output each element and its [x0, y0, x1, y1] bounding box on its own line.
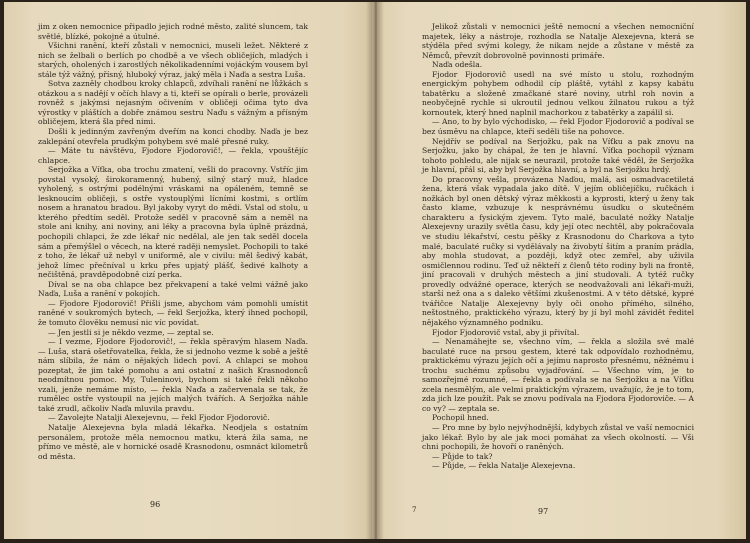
- paragraph: Díval se na oba chlapce bez překvapení a také velmi vážně jako Naďa, Luša a ranění v pokojích.: [38, 279, 308, 299]
- paragraph: — Půjde, — řekla Natalje Alexejevna.: [432, 461, 576, 471]
- paragraph: Pochopil hned.: [432, 413, 489, 423]
- paragraph: — Máte tu návštěvu, Fjodore Fjodorovič!, — řekla, vpouštějíc chlapce.: [38, 146, 308, 165]
- paragraph: Fjodor Fjodorovič vstal, aby ji přivítal.: [432, 327, 580, 337]
- left-page: [4, 2, 372, 539]
- paragraph: — Nenamáhejte se, všechno vím, — řekla a složila své malé baculaté ruce na prsou gestem, které tak odpovídalo rozhodnému, praktickému výrazu jejích očí a jejímu naprosto přesnému, něžnému i trochu suchému způsobu vyjadřování. — Všechno vím, je to samozřejmé rozumné, — řekla a podívala se na Serjožku a na Víťku zcela nesmělým, ale velmi praktickým výrazem, uvažujíc, že je to tom, zda jich lze použít. Pak se znovu podívala na Fjodora Fjodoroviče. — A co vy? — zeptala se.: [422, 337, 694, 413]
- right-page: [378, 2, 746, 539]
- paragraph: — Pro mne by bylo nejvýhodnější, kdybych zůstal ve vaší nemocnici jako lékař. Bylo by ale jak moci pomáhat za všech okolností. — Vši chni pochopili, že hovoří o raněných.: [422, 422, 694, 452]
- paragraph: Serjožka a Víťka, oba trochu zmatení, vešli do pracovny. Vstříc jim povstal vysoký, širokoramenný, hubený, silný starý muž, hladce vyholený, s ostrými podélnými vráskami na opáleném, temně se lesknoucím obličeji, s ostře vystouplými lícními kostmi, s ortlím nosem a hranatou bradou. Byl jakoby vyryt do mědi. Vstal od stolu, u kterého předtím seděl. Protože seděl v pracovně sám a neměl na stole ani knihy, ani noviny, ani léky a pracovna byla úplně prázdná, pochopili chlapci, že zde lékař nic nedělal, ale jen tak seděl docela sám a přemýšlel o věcech, na které raději nemyslet. Pochopili to také z toho, že lékař už nebyl v uniformě, ale v civilu: měl šedivý kabát, jehož límec přečníval u krku přes upjatý plášť, šedivé kalhoty a nečištěná, pravděpodobně cizí perka.: [38, 165, 308, 280]
- page-number: 97: [538, 507, 549, 516]
- paragraph: Nejdřív se podíval na Serjožku, pak na Víťku a pak znovu na Serjožku, jako by chápal, že ten je hlavní. Víťka pochopil význam tohoto pohledu, ale nijak se neurazil, protože také věděl, že Serjožka je hlavní, přál si, aby byl Serjožka hlavní, a byl na Serjožku hrdý.: [422, 136, 694, 175]
- paragraph: Fjodor Fjodorovič usedl na své místo u stolu, rozhodným energickým pohybem odhodil cíp pláště, vytáhl z kapsy kabátu tabatěrku a složeně zmačkané staré noviny, utrhl roh novin a neobyčejně rychle si ukroutil jednou velkou žilnatou rukou a týž kornoutek, který hned naplnil machorkou z tabatěrky a zapálil si.: [422, 69, 694, 117]
- paragraph: Naďa odešla.: [432, 60, 483, 70]
- paragraph: Jelikož zůstali v nemocnici ještě nemocní a všechen nemocniční majetek, léky a nástroje, rozhodla se Natalje Alexejevna, která se stýděla před svými kolegy, že nikam nejde a zůstane v městě za Němců, převzít dobrovolně povinnosti primáře.: [422, 22, 694, 60]
- signature-mark: 7: [412, 506, 417, 514]
- paragraph: — Ano, to by bylo východisko, — řekl Fjodor Fjodorovič a podíval se bez úsměvu na chlapce, kteří seděli tiše na pohovce.: [422, 117, 694, 137]
- paragraph: — Zavolejte Natalji Alexejevnu, — řekl Fjodor Fjodorovič.: [48, 413, 270, 423]
- paragraph: Sotva zazněly chodbou kroky chlapců, zdvíhali ranění ne lůžkách s otázkou a s nadějí v očích hlavy a ti, kteří se opírali o berle, provázeli rovněž s jakýmsi nejasným očivením v obličeji očima tyto dva výrostky v pláštích a dobře známou sestru Naďu s vážným a přísným obličejem, která šla před nimi.: [38, 79, 308, 127]
- paragraph: — I vezme, Fjodore Fjodorovič!, — řekla spěravým hlasem Naďa. — Luša, stará ošetřovatelka, řekla, že si jednoho vezme k sobě a ještě nám slíbila, že nám o nějakých lidech poví. A chlapci se mohou pozeptat, že jim také pomohu a ani ostatní z našich Krasnodonců neodmítnou pomoc. My, Tuleninovi, bychom si také řekli někoho vzali, jenže nemáme místo, — řekla Naďa a začervenala se tak, že rumělec ostře vystoupil na jejích malých tvářích. A Serjožka náhle také zrudl, ačkoliv Naďa mluvila pravdu.: [38, 337, 308, 413]
- paragraph: Došli k jedinným zavřeným dveřím na konci chodby. Naďa je bez zaklepání otevřela prudkým pohybem své malé přesné ruky.: [38, 127, 308, 146]
- book-gutter: [366, 2, 384, 539]
- paragraph: jim z oken nemocnice připadlo jejich rodné město, zalité sluncem, tak světlé, blízké, pokojné a útulné.: [38, 22, 308, 41]
- paragraph: Všichni ranění, kteří zůstali v nemocnici, museli ležet. Některé z nich se želbali o berlích po chodbě a ve všech obličejích, mladých i starých, oholených i zarostlých několikadenními vojáckým vousem byl stále týž vážný, přísný, hluboký výraz, jaký měla i Naďa a sestra Luša.: [38, 41, 308, 79]
- paragraph: Do pracovny vešla, provázena Naďou, malá, asi osmadvacetiletá žena, která však vypadala jako dítě. V jejím obličejíčku, ručkách i nožkách byl onen dětský výraz měkkosti a kyprosti, který u ženy tak často klame, vzbuzuje k nesprávnému úsudku o skutečném charakteru a fysickým zjevem. Tyto malé, baculaté nožky Natalje Alexejevny urazily světla času, kdy její otec nechtěl, aby pokračovala ve studiu lékařství, cestu pěšky z Krasnodonu do Charkova a tyto malé, baculaté ručky si vydělávaly na živobytí šitím a praním prádla, aby mohla studovat, a později, když otec zemřel, aby uživila osmičlennou rodinu. Teď už někteří z členů této rodiny byli na frontě, jiní pracovali v druhých městech a jiní studovali. A tytéž ručky provedly odvážné operace, kterých se neodvažovali ani lékaři-muži, starší než ona a s daleko většími zkušenostmi. A v této dětské, kypré tvářičce Natalje Alexejevny byly oči onoho přímého, silného, neštostného, praktického výrazu, který by jí byl mohl závidět ředitel nějakého významného podniku.: [422, 174, 694, 327]
- left-page-text: [38, 22, 308, 461]
- book-spread: [4, 2, 746, 539]
- paragraph: — Jen jestli si je někdo vezme, — zeptal se.: [48, 327, 214, 337]
- paragraph: — Půjde to tak?: [432, 451, 493, 461]
- paragraph: Natalje Alexejevna byla mladá lékařka. Neodjela s ostatním personálem, protože měla nemocnou matku, která žila sama, ne přímo ve městě, ale v hornické osadě Krasnodonu, osmnáct kilometrů od města.: [38, 422, 308, 461]
- right-page-text: [422, 22, 694, 471]
- page-number: 96: [150, 500, 161, 509]
- paragraph: — Fjodore Fjodorovič! Přišli jsme, abychom vám pomohli umístit raněné v soukromých bytech, — řekl Serjožka, který ihned pochopil, že tomuto člověku nemusí nic víc povídat.: [38, 298, 308, 327]
